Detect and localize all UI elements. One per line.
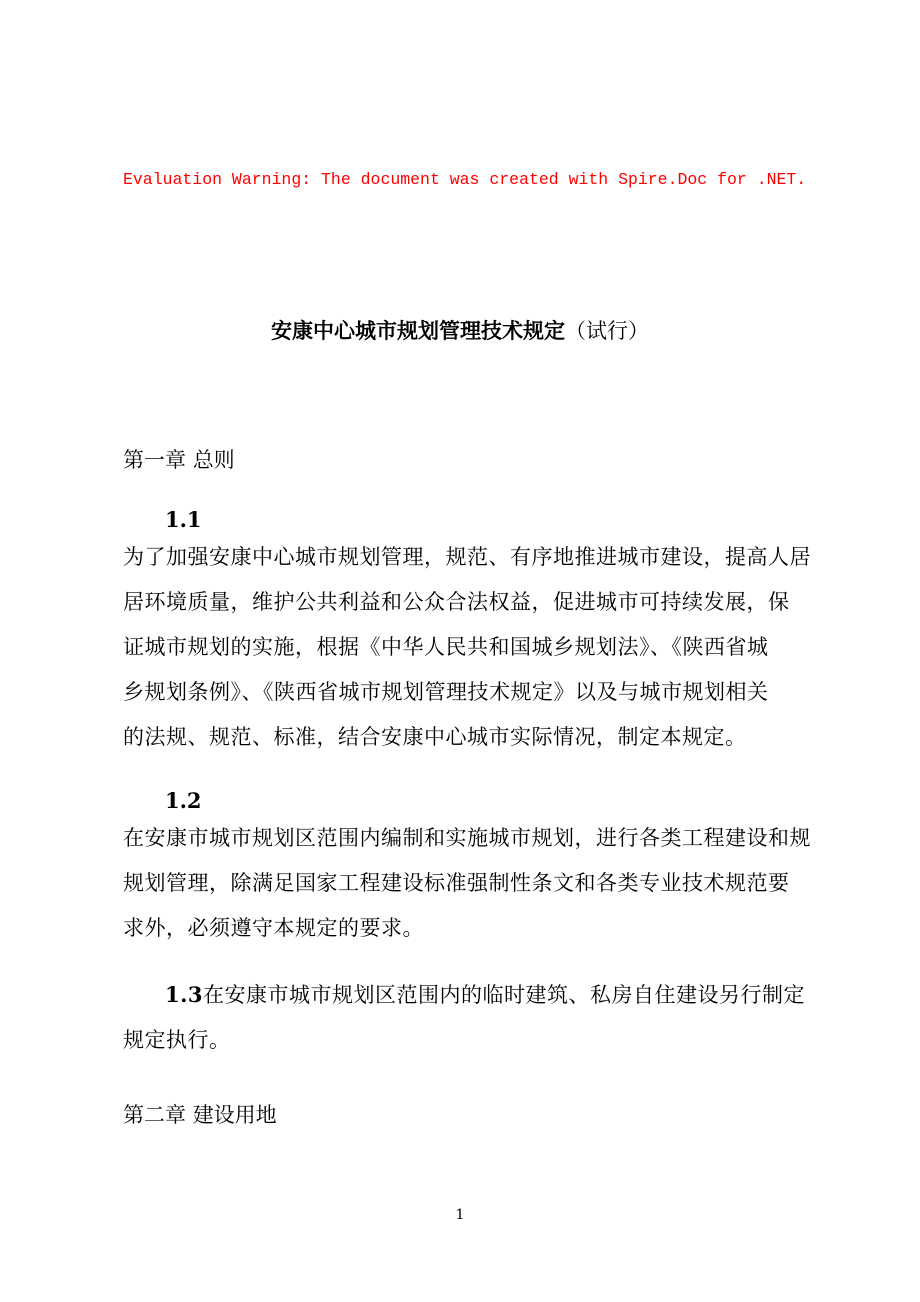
section-1-3-line [123, 972, 823, 1018]
section-1-2-body [123, 816, 823, 951]
section-1-2-number: 1.2 [165, 788, 202, 813]
section-1-3-line: 规定执行。 [123, 1028, 231, 1052]
section-1-3-number: 1.3 [165, 982, 204, 1007]
section-1-2-line: 在安康市城市规划区范围内编制和实施城市规划，进行各类工程建设和规 [123, 826, 811, 850]
section-1-1-line: 居环境质量，维护公共利益和公众合法权益，促进城市可持续发展，保 [123, 590, 790, 614]
section-1-2-line: 求外，必须遵守本规定的要求。 [123, 916, 424, 940]
section-1-3-text: 在安康市城市规划区范围内的临时建筑、私房自住建设另行制定 [203, 983, 806, 1007]
section-1-1-body [123, 535, 823, 760]
section-1-1-number: 1.1 [165, 507, 202, 532]
section-1-1-line: 证城市规划的实施，根据《中华人民共和国城乡规划法》、《陕西省城 [123, 635, 769, 659]
chapter-1-heading [123, 445, 235, 475]
page-number: 1 [455, 1207, 465, 1223]
chapter-2-label: 第二章 [123, 1103, 186, 1127]
section-1-1-line: 乡规划条例》、《陕西省城市规划管理技术规定》以及与城市规划相关 [123, 680, 769, 704]
chapter-2-heading [123, 1100, 277, 1130]
section-1-1-line: 的法规、规范、标准，结合安康中心城市实际情况，制定本规定。 [123, 725, 747, 749]
chapter-1-name: 总则 [192, 448, 235, 472]
section-1-1-line: 为了加强安康中心城市规划管理，规范、有序地推进城市建设，提高人居 [123, 545, 811, 569]
section-1-3-body [123, 972, 823, 1063]
document-title [0, 316, 920, 346]
chapter-2-name: 建设用地 [192, 1103, 277, 1127]
document-title-suffix: （试行） [565, 319, 649, 343]
evaluation-warning: Evaluation Warning: The document was created with Spire.Doc for .NET. [123, 170, 807, 189]
document-title-main: 安康中心城市规划管理技术规定 [271, 318, 565, 343]
chapter-1-label: 第一章 [123, 448, 186, 472]
section-1-2-line: 规划管理，除满足国家工程建设标准强制性条文和各类专业技术规范要 [123, 871, 790, 895]
